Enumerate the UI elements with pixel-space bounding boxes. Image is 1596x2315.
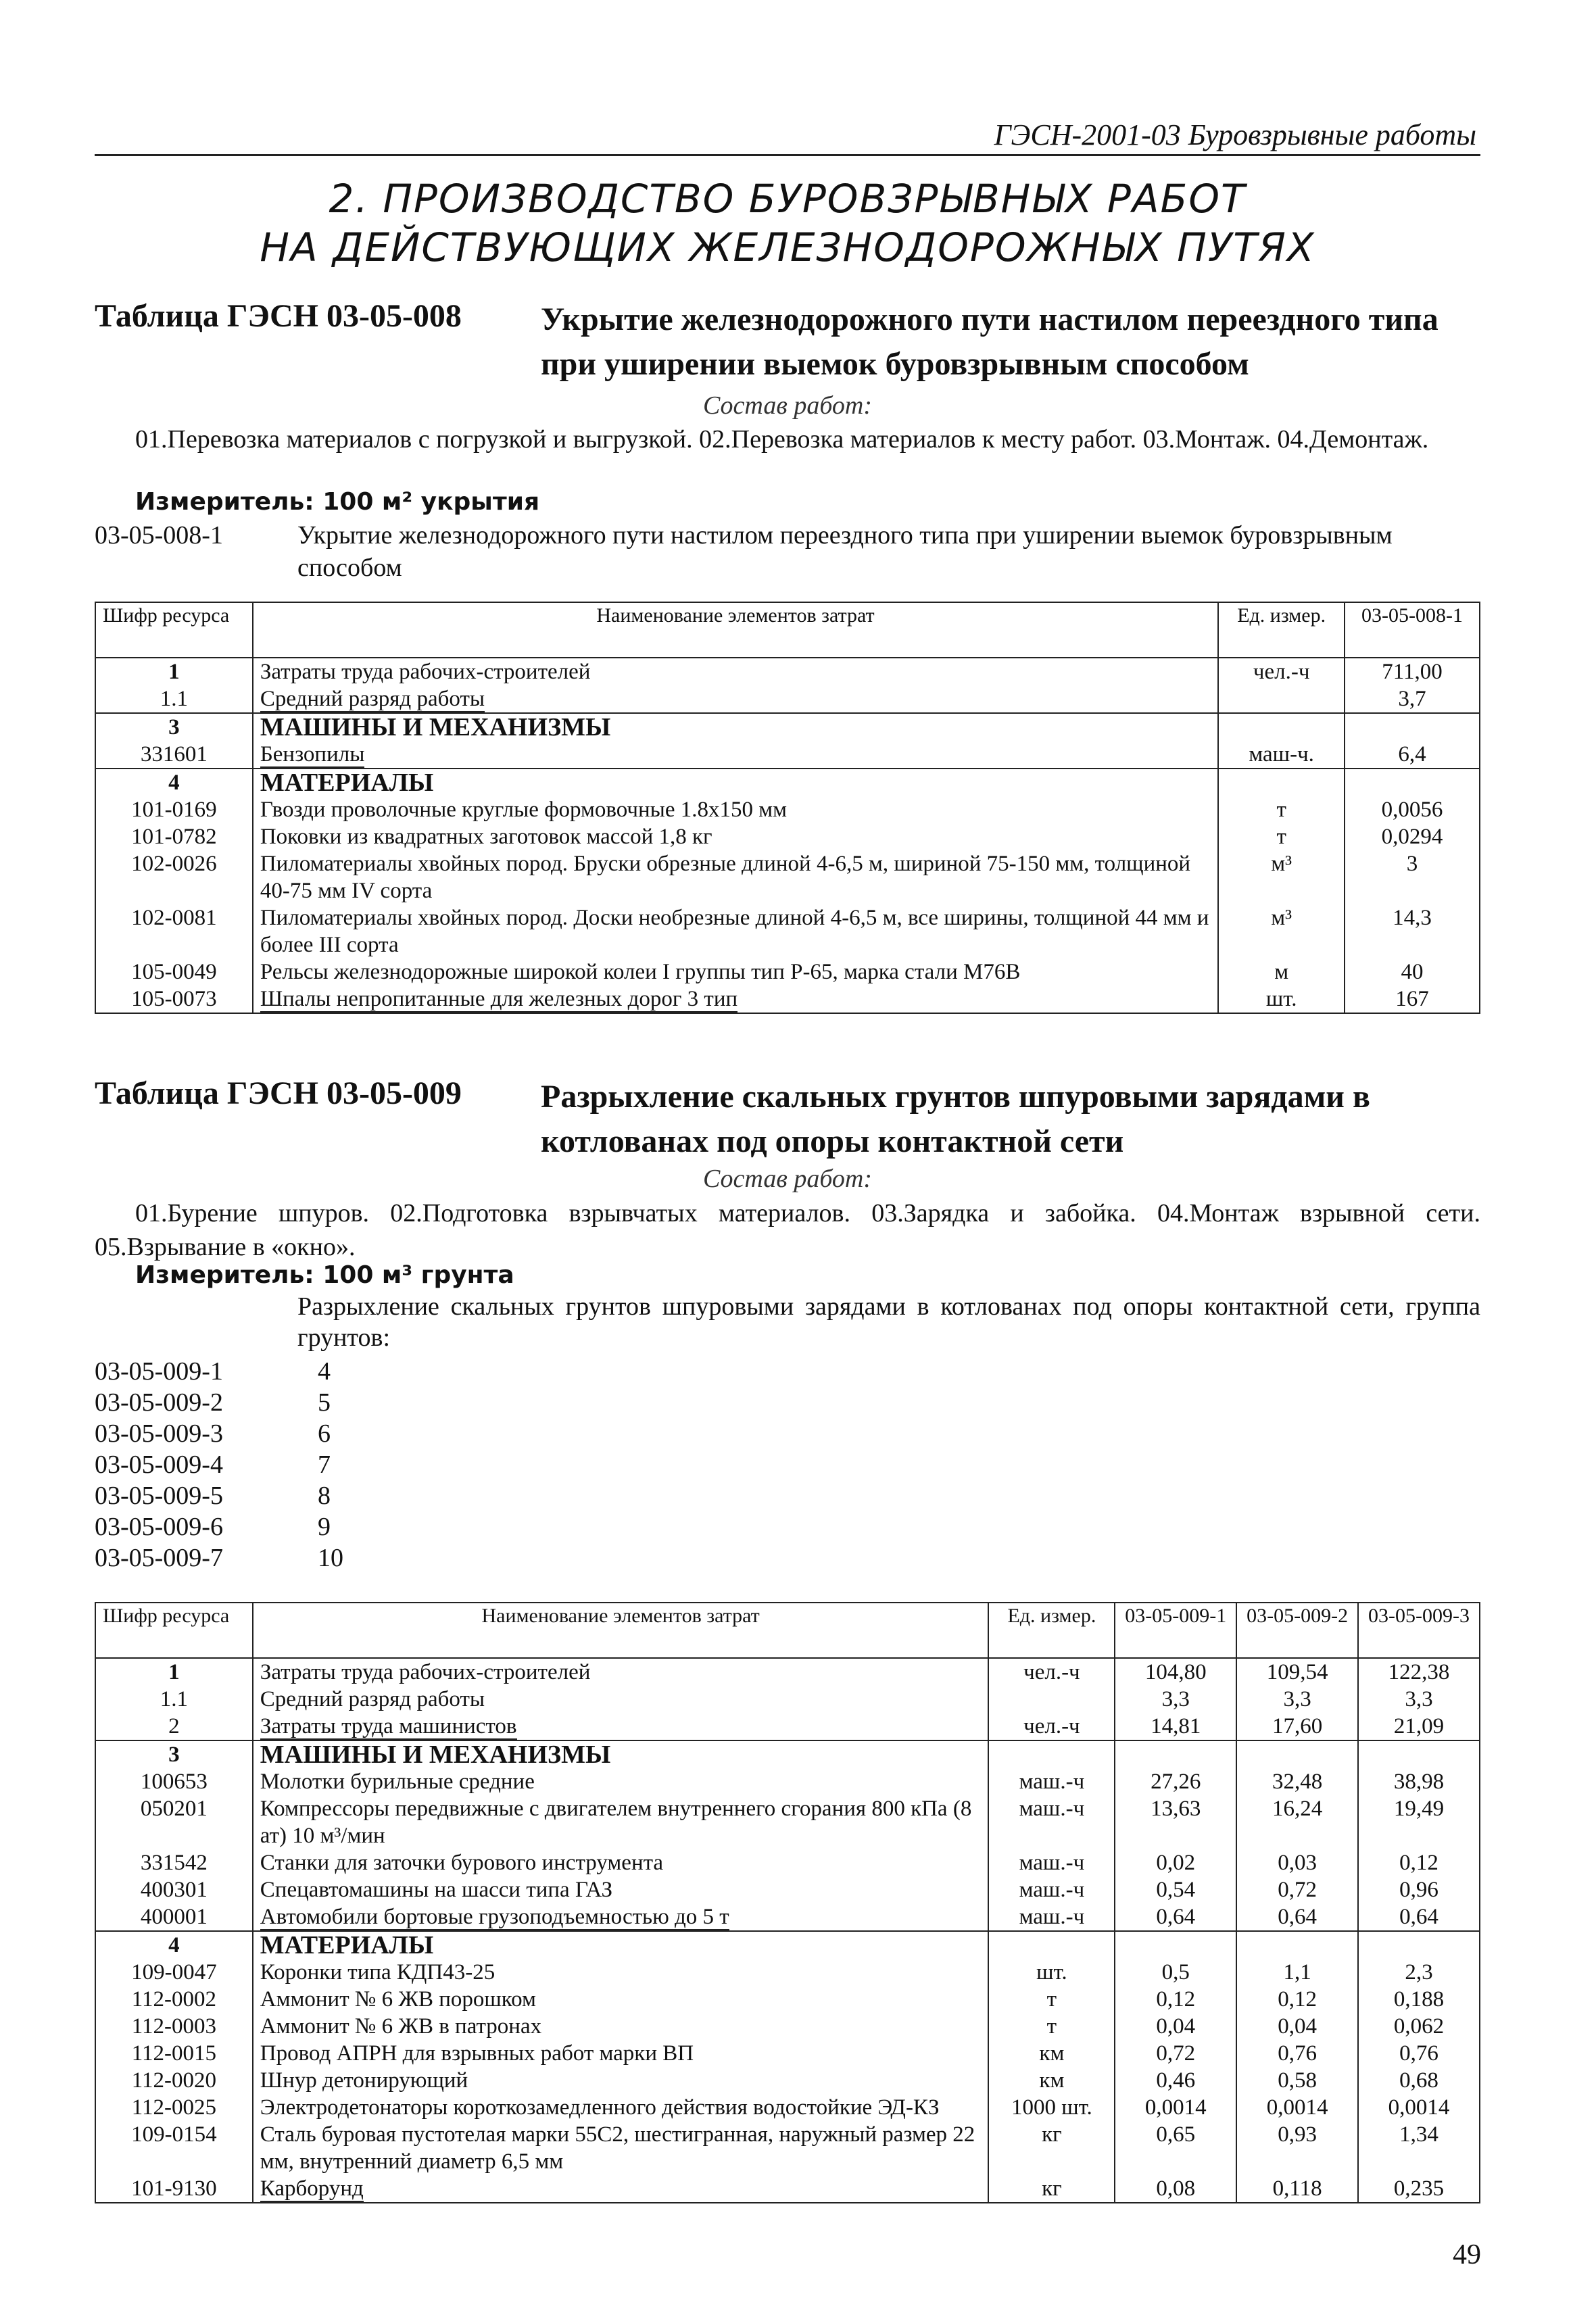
table-row [95,2121,1480,2175]
norm-list-item [95,1356,500,1387]
norm-value: 0,04 [1115,2013,1236,2040]
unit: чел.-ч [988,1713,1115,1740]
cost-element-text: Бензопилы [260,742,365,766]
norm-value: 0,08 [1115,2175,1236,2203]
cost-element-text: Провод АПРН для взрывных работ марки ВП [260,2041,694,2066]
section-title-line-2: НА ДЕЙСТВУЮЩИХ ЖЕЛЕЗНОДОРОЖНЫХ ПУТЯХ [260,224,1315,270]
norm-value: 3,7 [1345,685,1480,713]
norm-value [1115,1931,1236,1959]
cost-element-text: Гвозди проволочные круглые формовочные 1.8х150 мм [260,798,788,822]
norm-value: 3,3 [1115,1686,1236,1713]
cost-element-name [253,2013,989,2040]
resource-code: 4 [95,769,253,796]
norm-value: 0,04 [1236,2013,1358,2040]
resource-code: 109-0154 [95,2121,253,2175]
norm-value: 0,65 [1115,2121,1236,2175]
soil-group: 9 [318,1513,331,1541]
norm-value: 167 [1345,985,1480,1013]
norm-value: 0,76 [1236,2040,1358,2067]
table-row [95,1795,1480,1849]
norm-list-item [95,1480,500,1511]
norm-value: 0,68 [1358,2067,1480,2094]
page-number: 49 [1453,2239,1481,2270]
cost-element-text: Аммонит № 6 ЖВ в патронах [260,2014,542,2039]
table-row [95,2013,1480,2040]
unit: 1000 шт. [988,2094,1115,2121]
norm-code: 03-05-009-6 [95,1513,223,1541]
cost-element-name [253,1768,989,1795]
table2-name: Разрыхление скальных грунтов шпуровыми зарядами в котлованах под опоры контактной сети [541,1079,1370,1159]
norm-value: 104,80 [1115,1658,1236,1686]
table1-code: Таблица ГЭСН 03-05-008 [95,298,462,334]
cost-element-text: МАТЕРИАЛЫ [260,769,434,797]
norm-value: 0,02 [1115,1849,1236,1876]
cost-element-text: Компрессоры передвижные с двигателем внутреннего сгорания 800 кПа (8 ат) 10 м³/мин [260,1797,972,1848]
table-row [95,985,1480,1013]
unit [1218,713,1345,741]
norm-value: 0,235 [1358,2175,1480,2203]
norm-value: 17,60 [1236,1713,1358,1740]
table2-sostav-label: Состав работ: [702,1165,873,1193]
unit: маш.-ч [988,1903,1115,1931]
column-header: Наименование элементов затрат [253,1603,989,1658]
table-row [95,2175,1480,2203]
norm-value: 3 [1345,850,1480,904]
norm-value: 1,34 [1358,2121,1480,2175]
section-row [95,1931,1480,1959]
norm-value: 0,0294 [1345,823,1480,850]
table-row [95,1876,1480,1903]
cost-element-text: Сталь буровая пустотелая марки 55С2, шестигранная, наружный размер 22 мм, внутренний диаметр 6,5 мм [260,2122,975,2174]
unit: т [988,2013,1115,2040]
resource-code: 3 [95,713,253,741]
cost-element-text: Средний разряд работы [260,1687,485,1711]
norm-value: 21,09 [1358,1713,1480,1740]
norm-value: 0,188 [1358,1986,1480,2013]
norm-value: 0,12 [1236,1986,1358,2013]
resource-code: 105-0049 [95,958,253,985]
resource-code: 101-9130 [95,2175,253,2203]
norm-value: 1,1 [1236,1959,1358,1986]
unit: маш-ч. [1218,741,1345,769]
resource-code: 101-0169 [95,796,253,823]
cost-element-name [253,658,1218,685]
table-row [95,658,1480,685]
norm-value: 40 [1345,958,1480,985]
norm-value: 0,03 [1236,1849,1358,1876]
norm-value: 0,72 [1115,2040,1236,2067]
column-header: 03-05-009-3 [1358,1603,1480,1658]
column-header: 03-05-009-2 [1236,1603,1358,1658]
norm-value: 19,49 [1358,1795,1480,1849]
resource-code: 3 [95,1740,253,1768]
table1-name: Укрытие железнодорожного пути настилом переездного типа при уширении выемок буровзрывным способом [541,301,1438,382]
cost-element-name [253,769,1218,796]
unit [988,1686,1115,1713]
table2-code: Таблица ГЭСН 03-05-009 [95,1075,462,1111]
resource-code: 112-0015 [95,2040,253,2067]
table-row [95,1686,1480,1713]
norm-value: 0,58 [1236,2067,1358,2094]
cost-element-text: Рельсы железнодорожные широкой колеи I группы тип Р-65, марка стали М76В [260,960,1021,984]
table-row [95,1713,1480,1740]
column-header: Ед. измер. [1218,602,1345,658]
norm-value: 0,0014 [1236,2094,1358,2121]
table1-norm-text: Укрытие железнодорожного пути настилом переездного типа при уширении выемок буровзрывным способом [297,521,1393,582]
norm-value [1236,1740,1358,1768]
resource-code: 1.1 [95,685,253,713]
cost-element-text: МАТЕРИАЛЫ [260,1931,434,1959]
norm-value: 16,24 [1236,1795,1358,1849]
table1-meter: Измеритель: 100 м² укрытия [135,488,540,516]
column-header: 03-05-008-1 [1345,602,1480,658]
cost-element-text: Аммонит № 6 ЖВ порошком [260,1987,536,2012]
unit: шт. [1218,985,1345,1013]
cost-element-name [253,1686,989,1713]
norm-code: 03-05-009-3 [95,1419,223,1448]
norm-value: 0,76 [1358,2040,1480,2067]
resource-code: 4 [95,1931,253,1959]
running-header [95,115,1480,156]
section-row [95,1740,1480,1768]
resource-code: 331542 [95,1849,253,1876]
cost-element-text: МАШИНЫ И МЕХАНИЗМЫ [260,713,611,741]
cost-element-name [253,850,1218,904]
norm-value: 0,5 [1115,1959,1236,1986]
norm-list-item [95,1418,500,1449]
norm-value: 0,54 [1115,1876,1236,1903]
norm-value: 0,12 [1358,1849,1480,1876]
table1-cost-table [95,602,1480,1014]
table2-meter: Измеритель: 100 м³ грунта [135,1261,514,1289]
table-row [95,796,1480,823]
unit: маш.-ч [988,1876,1115,1903]
resource-code: 050201 [95,1795,253,1849]
soil-group: 7 [318,1451,331,1479]
table1-sostav-label: Состав работ: [702,391,873,420]
table-row [95,741,1480,769]
unit: км [988,2067,1115,2094]
norm-value [1345,713,1480,741]
cost-element-name [253,796,1218,823]
resource-code: 112-0002 [95,1986,253,2013]
table-row [95,1768,1480,1795]
cost-element-text: Затраты труда рабочих-строителей [260,660,591,684]
table2-body [95,1658,1480,2203]
cost-element-name [253,823,1218,850]
norm-value: 0,93 [1236,2121,1358,2175]
norm-value: 2,3 [1358,1959,1480,1986]
cost-element-name [253,985,1218,1013]
cost-element-text: МАШИНЫ И МЕХАНИЗМЫ [260,1740,611,1769]
table-row [95,2067,1480,2094]
unit: т [988,1986,1115,2013]
section-title-line-1: 2. ПРОИЗВОДСТВО БУРОВЗРЫВНЫХ РАБОТ [329,176,1247,222]
table1-heading [95,297,1480,392]
norm-code: 03-05-009-7 [95,1544,223,1572]
soil-group: 8 [318,1482,331,1510]
soil-group: 10 [318,1544,343,1572]
cost-element-name [253,2094,989,2121]
cost-element-text: Молотки бурильные средние [260,1770,535,1794]
norm-value: 0,12 [1115,1986,1236,2013]
table2-norm-list [95,1356,500,1574]
norm-value: 0,118 [1236,2175,1358,2203]
cost-element-name [253,2121,989,2175]
unit: чел.-ч [988,1658,1115,1686]
resource-code: 1 [95,1658,253,1686]
section-row [95,713,1480,741]
resource-code: 112-0003 [95,2013,253,2040]
norm-value: 14,81 [1115,1713,1236,1740]
column-header: Ед. измер. [988,1603,1115,1658]
table1-sostav-text: 01.Перевозка материалов с погрузкой и выгрузкой. 02.Перевозка материалов к месту работ. 03.Монтаж. 04.Демонтаж. [135,425,1429,454]
cost-element-text: Средний разряд работы [260,687,485,711]
resource-code: 400001 [95,1903,253,1931]
table-row [95,1959,1480,1986]
norm-value: 13,63 [1115,1795,1236,1849]
unit [988,1740,1115,1768]
norm-value [1345,769,1480,796]
table-row [95,850,1480,904]
soil-group: 4 [318,1357,331,1386]
unit: маш.-ч [988,1849,1115,1876]
norm-value: 27,26 [1115,1768,1236,1795]
norm-value: 6,4 [1345,741,1480,769]
column-header: Шифр ресурса [95,602,253,658]
resource-code: 1 [95,658,253,685]
unit: км [988,2040,1115,2067]
unit: кг [988,2121,1115,2175]
cost-element-name [253,1959,989,1986]
section-row [95,769,1480,796]
unit: м [1218,958,1345,985]
cost-element-name [253,1740,989,1768]
column-header: Шифр ресурса [95,1603,253,1658]
resource-code: 112-0025 [95,2094,253,2121]
norm-value [1358,1740,1480,1768]
cost-element-name [253,1658,989,1686]
cost-element-text: Станки для заточки бурового инструмента [260,1851,664,1875]
section-title [95,174,1480,272]
table-row [95,2094,1480,2121]
cost-element-name [253,713,1218,741]
norm-list-item [95,1511,500,1542]
resource-code: 1.1 [95,1686,253,1713]
norm-value: 0,96 [1358,1876,1480,1903]
table-row [95,823,1480,850]
table-row [95,685,1480,713]
norm-value: 14,3 [1345,904,1480,958]
unit: м³ [1218,904,1345,958]
unit: кг [988,2175,1115,2203]
unit: шт. [988,1959,1115,1986]
resource-code: 109-0047 [95,1959,253,1986]
cost-element-name [253,958,1218,985]
resource-code: 102-0026 [95,850,253,904]
cost-element-text: Карборунд [260,2176,364,2201]
cost-element-text: Коронки типа КДП43-25 [260,1960,495,1984]
unit: т [1218,796,1345,823]
resource-code: 2 [95,1713,253,1740]
cost-element-text: Затраты труда рабочих-строителей [260,1660,591,1684]
table2-heading [95,1075,1480,1169]
resource-code: 102-0081 [95,904,253,958]
cost-element-name [253,1903,989,1931]
cost-element-text: Спецавтомашины на шасси типа ГАЗ [260,1878,612,1902]
cost-element-name [253,685,1218,713]
column-header: Наименование элементов затрат [253,602,1218,658]
cost-element-name [253,1849,989,1876]
norm-value: 0,46 [1115,2067,1236,2094]
resource-code: 105-0073 [95,985,253,1013]
norm-value: 3,3 [1358,1686,1480,1713]
cost-element-name [253,1795,989,1849]
unit: м³ [1218,850,1345,904]
table-row [95,1849,1480,1876]
cost-element-name [253,2175,989,2203]
cost-element-name [253,1876,989,1903]
norm-value [1236,1931,1358,1959]
running-header-text: ГЭСН-2001-03 Буровзрывные работы [994,118,1476,151]
cost-element-text: Шнур детонирующий [260,2068,468,2093]
norm-code: 03-05-009-2 [95,1388,223,1417]
norm-value: 122,38 [1358,1658,1480,1686]
norm-value: 0,64 [1115,1903,1236,1931]
cost-element-name [253,2067,989,2094]
norm-value [1358,1931,1480,1959]
unit: маш.-ч [988,1768,1115,1795]
norm-value: 32,48 [1236,1768,1358,1795]
norm-list-item [95,1449,500,1480]
norm-code: 03-05-009-5 [95,1482,223,1510]
resource-code: 400301 [95,1876,253,1903]
norm-value: 0,72 [1236,1876,1358,1903]
norm-value: 0,062 [1358,2013,1480,2040]
cost-element-name [253,1986,989,2013]
cost-element-name [253,904,1218,958]
table-row [95,904,1480,958]
soil-group: 5 [318,1388,331,1417]
soil-group: 6 [318,1419,331,1448]
cost-element-text: Поковки из квадратных заготовок массой 1,8 кг [260,825,712,849]
table-row [95,2040,1480,2067]
cost-element-text: Электродетонаторы короткозамедленного действия водостойкие ЭД-КЗ [260,2095,940,2120]
norm-value: 38,98 [1358,1768,1480,1795]
cost-element-name [253,2040,989,2067]
column-header: 03-05-009-1 [1115,1603,1236,1658]
norm-value: 3,3 [1236,1686,1358,1713]
table2-header-row [95,1603,1480,1658]
norm-code: 03-05-009-4 [95,1451,223,1479]
cost-element-text: Затраты труда машинистов [260,1714,517,1738]
norm-value: 0,0014 [1358,2094,1480,2121]
norm-value: 0,0014 [1115,2094,1236,2121]
table1-body [95,658,1480,1013]
cost-element-text: Пиломатериалы хвойных пород. Доски необрезные длиной 4-6,5 м, все ширины, толщиной 44 мм и более III сорта [260,906,1209,957]
cost-element-name [253,1931,989,1959]
unit [1218,685,1345,713]
norm-value: 0,64 [1358,1903,1480,1931]
table-row [95,1903,1480,1931]
resource-code: 331601 [95,741,253,769]
unit: т [1218,823,1345,850]
cost-element-name [253,741,1218,769]
table1-norm-code: 03-05-008-1 [95,521,223,550]
cost-element-text: Шпалы непропитанные для железных дорог 3 тип [260,987,738,1011]
norm-value [1115,1740,1236,1768]
resource-code: 101-0782 [95,823,253,850]
norm-value: 109,54 [1236,1658,1358,1686]
unit: чел.-ч [1218,658,1345,685]
norm-value: 711,00 [1345,658,1480,685]
norm-list-item [95,1387,500,1418]
table-row [95,1986,1480,2013]
table2-sostav-text: 01.Бурение шпуров. 02.Подготовка взрывчатых материалов. 03.Зарядка и забойка. 04.Монтаж взрывной сети. 05.Взрывание в «окно». [95,1199,1480,1261]
resource-code: 112-0020 [95,2067,253,2094]
table-row [95,958,1480,985]
table-row [95,1658,1480,1686]
unit [988,1931,1115,1959]
unit: маш.-ч [988,1795,1115,1849]
norm-code: 03-05-009-1 [95,1357,223,1386]
norm-list-item [95,1542,500,1574]
unit [1218,769,1345,796]
cost-element-text: Пиломатериалы хвойных пород. Бруски обрезные длиной 4-6,5 м, шириной 75-150 мм, толщиной 40-75 мм IV сорта [260,852,1191,903]
table2-cost-table [95,1602,1480,2203]
cost-element-text: Автомобили бортовые грузоподъемностью до 5 т [260,1905,729,1929]
resource-code: 100653 [95,1768,253,1795]
norm-value: 0,0056 [1345,796,1480,823]
table2-group-intro: Разрыхление скальных грунтов шпуровыми зарядами в котлованах под опоры контактной сети, группа грунтов: [297,1292,1480,1352]
table1-header-row [95,602,1480,658]
norm-value: 0,64 [1236,1903,1358,1931]
cost-element-name [253,1713,989,1740]
